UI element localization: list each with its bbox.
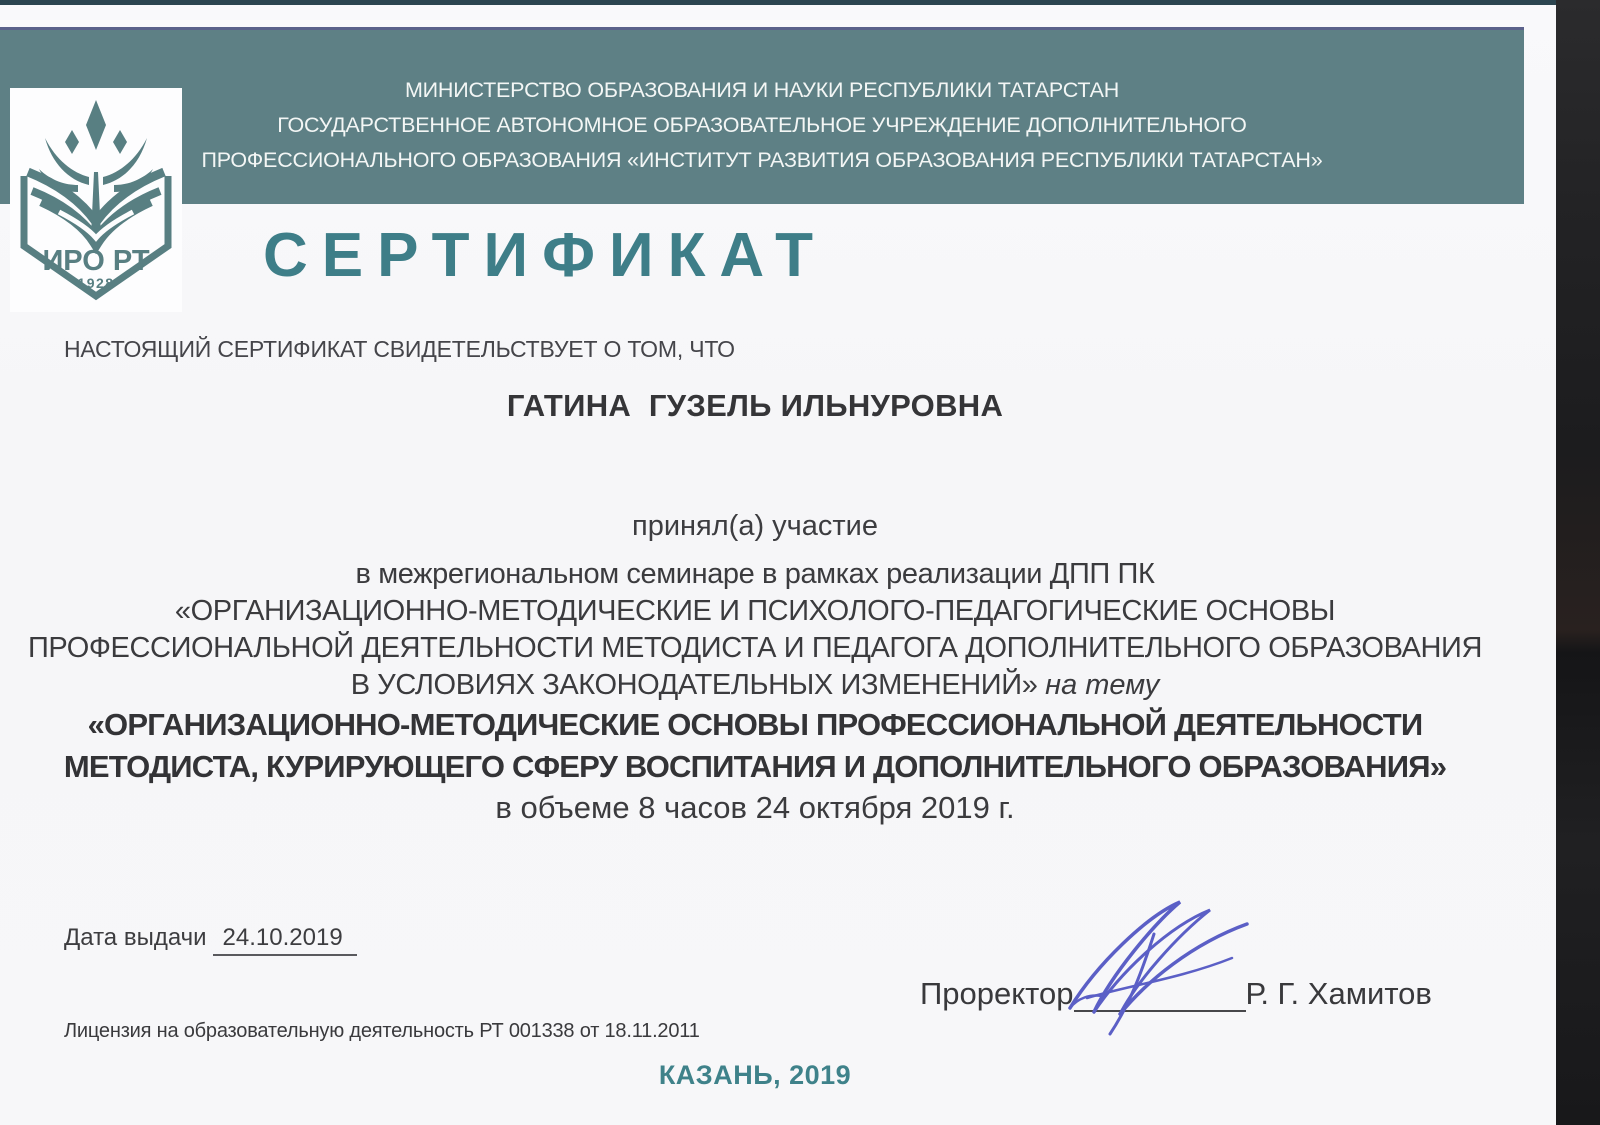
seminar-line-text: В УСЛОВИЯХ ЗАКОНОДАТЕЛЬНЫХ ИЗМЕНЕНИЙ» xyxy=(350,669,1038,701)
scan-top-edge xyxy=(0,0,1557,5)
seminar-description xyxy=(0,556,1510,704)
signature-ink xyxy=(1042,886,1292,1036)
participation-line: принял(а) участие xyxy=(631,510,879,542)
organization-line: ГОСУДАРСТВЕННОЕ АВТОНОМНОЕ ОБРАЗОВАТЕЛЬНОЕ УЧРЕЖДЕНИЕ ДОПОЛНИТЕЛЬНОГО xyxy=(277,113,1247,137)
seminar-line: в межрегиональном семинаре в рамках реализации ДПП ПК xyxy=(355,558,1155,590)
certificate-title: СЕРТИФИКАТ xyxy=(263,221,827,290)
statement-line: НАСТОЯЩИЙ СЕРТИФИКАТ СВИДЕТЕЛЬСТВУЕТ О ТОМ, ЧТО xyxy=(64,336,735,362)
theme-line: МЕТОДИСТА, КУРИРУЮЩЕГО СФЕРУ ВОСПИТАНИЯ И ДОПОЛНИТЕЛЬНОГО ОБРАЗОВАНИЯ» xyxy=(63,749,1447,784)
seminar-line xyxy=(0,667,1510,704)
signature-row xyxy=(920,976,1432,1012)
city-year-line: КАЗАНЬ, 2019 xyxy=(658,1060,852,1090)
theme-line: «ОРГАНИЗАЦИОННО-МЕТОДИЧЕСКИЕ ОСНОВЫ ПРОФЕССИОНАЛЬНОЙ ДЕЯТЕЛЬНОСТИ xyxy=(87,707,1423,742)
seminar-theme xyxy=(0,704,1510,788)
seminar-line: ПРОФЕССИОНАЛЬНОЙ ДЕЯТЕЛЬНОСТИ МЕТОДИСТА И ПЕДАГОГА ДОПОЛНИТЕЛЬНОГО ОБРАЗОВАНИЯ xyxy=(27,632,1483,664)
signatory-name: Р. Г. Хамитов xyxy=(1245,976,1432,1011)
issue-date-label: Дата выдачи xyxy=(64,924,207,951)
volume-and-date-line: в объеме 8 часов 24 октября 2019 г. xyxy=(495,790,1015,825)
organization-line: ПРОФЕССИОНАЛЬНОГО ОБРАЗОВАНИЯ «ИНСТИТУТ РАЗВИТИЯ ОБРАЗОВАНИЯ РЕСПУБЛИКИ ТАТАРСТАН» xyxy=(201,148,1323,172)
license-line: Лицензия на образовательную деятельность РТ 001338 от 18.11.2011 xyxy=(64,1020,700,1042)
scanner-black-strip xyxy=(1556,0,1600,1125)
seminar-topic-intro: на тему xyxy=(1045,669,1160,701)
header-band xyxy=(0,27,1524,204)
signatory-role: Проректор xyxy=(920,976,1074,1011)
logo-acronym: ИРО РТ xyxy=(42,245,150,277)
seminar-line: «ОРГАНИЗАЦИОННО-МЕТОДИЧЕСКИЕ И ПСИХОЛОГО-ПЕДАГОГИЧЕСКИЕ ОСНОВЫ xyxy=(174,595,1336,627)
issue-date-value: 24.10.2019 xyxy=(213,924,357,956)
organization-line: МИНИСТЕРСТВО ОБРАЗОВАНИЯ И НАУКИ РЕСПУБЛИКИ ТАТАРСТАН xyxy=(404,78,1120,102)
issue-date-row xyxy=(64,924,357,956)
logo-year: 1928 xyxy=(77,275,115,291)
iro-rt-logo xyxy=(10,88,182,312)
open-book-tulip-icon xyxy=(10,88,182,306)
signature-line xyxy=(1074,979,1246,1012)
recipient-name: ГАТИНА ГУЗЕЛЬ ИЛЬНУРОВНА xyxy=(506,388,1004,423)
organization-name xyxy=(0,73,1524,178)
